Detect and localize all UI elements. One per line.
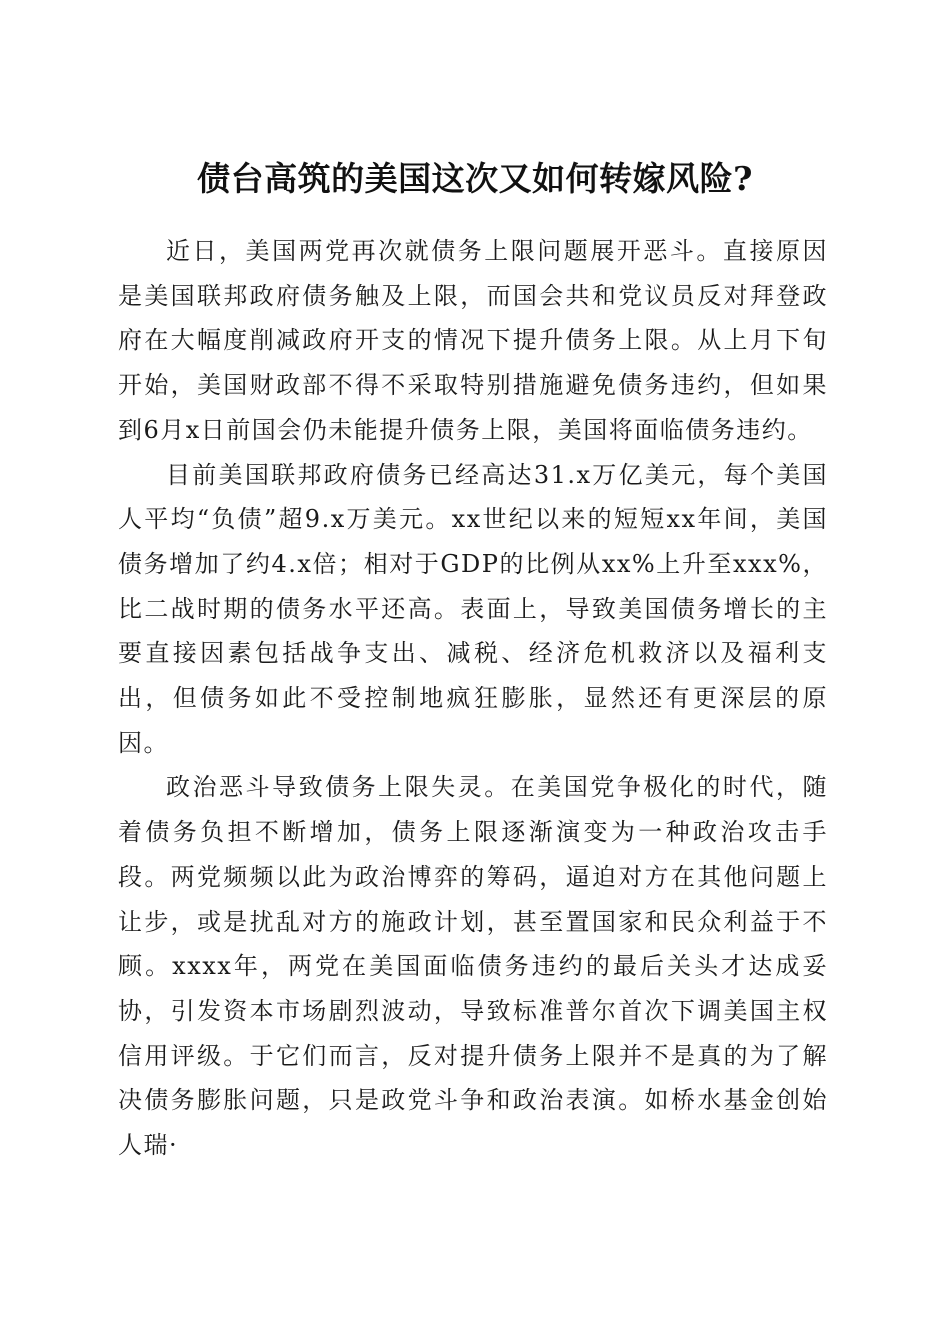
paragraph: 近日，美国两党再次就债务上限问题展开恶斗。直接原因是美国联邦政府债务触及上限，而国会共和党议员反对拜登政府在大幅度削减政府开支的情况下提升债务上限。从上月下旬开始，美国财政部不得不采取特别措施避免债务违约，但如果到6月x日前国会仍未能提升债务上限，美国将面临债务违约。: [118, 237, 828, 444]
paragraph: 目前美国联邦政府债务已经高达31.x万亿美元，每个美国人平均“负债”超9.x万美元。xx世纪以来的短短xx年间，美国债务增加了约4.x倍；相对于GDP的比例从xx%上升至xxx%，比二战时期的债务水平还高。表面上，导致美国债务增长的主要直接因素包括战争支出、减税、经济危机救济以及福利支出，但债务如此不受控制地疯狂膨胀，显然还有更深层的原因。: [118, 460, 828, 757]
paragraph: 政治恶斗导致债务上限失灵。在美国党争极化的时代，随着债务负担不断增加，债务上限逐渐演变为一种政治攻击手段。两党频频以此为政治博弈的筹码，逼迫对方在其他问题上让步，或是扰乱对方的施政计划，甚至置国家和民众利益于不顾。xxxx年，两党在美国面临债务违约的最后关头才达成妥协，引发资本市场剧烈波动，导致标准普尔首次下调美国主权信用评级。于它们而言，反对提升债务上限并不是真的为了解决债务膨胀问题，只是政党斗争和政治表演。如桥水基金创始人瑞·: [118, 773, 828, 1160]
document-body: [118, 229, 828, 1168]
document-title: 债台高筑的美国这次又如何转嫁风险?: [197, 159, 753, 199]
